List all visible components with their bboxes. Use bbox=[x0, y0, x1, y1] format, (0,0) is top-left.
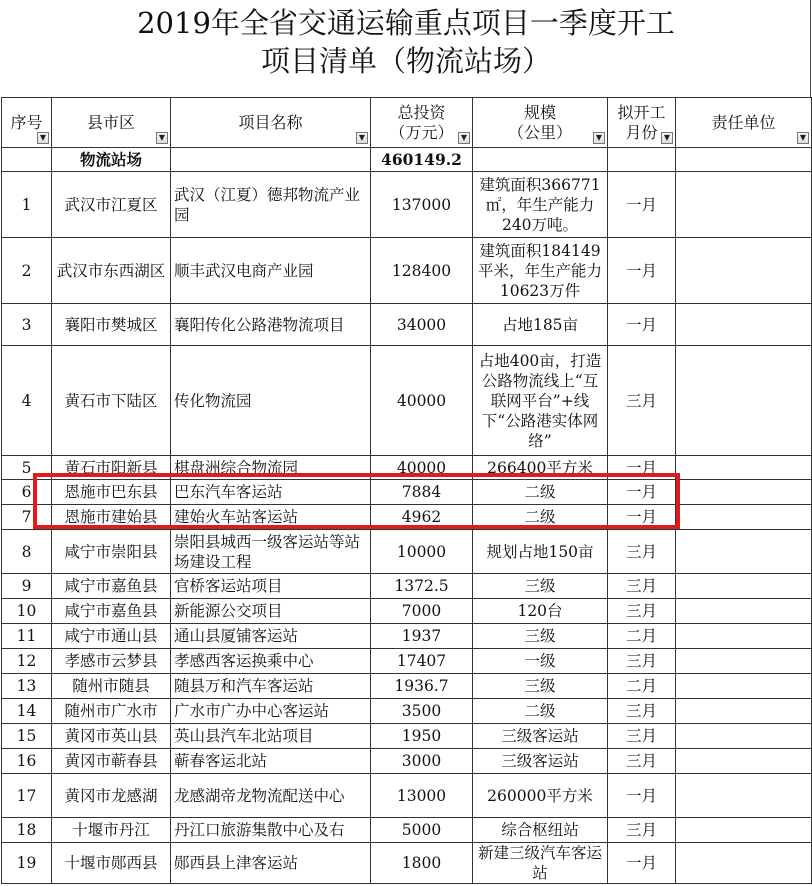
cell-month: 一月 bbox=[608, 480, 676, 505]
highlight-box bbox=[33, 473, 680, 529]
cell-scale: 二级 bbox=[473, 505, 608, 530]
title-line-1: 2019年全省交通运输重点项目一季度开工 bbox=[137, 6, 675, 40]
cell-unit bbox=[676, 505, 812, 530]
cell-investment: 1950 bbox=[371, 724, 473, 749]
cell-unit bbox=[676, 749, 812, 774]
cell-investment: 17407 bbox=[371, 649, 473, 674]
title-line-2: 项目清单（物流站场） bbox=[260, 44, 551, 78]
header-seq-label: 序号 bbox=[10, 112, 43, 132]
cell-investment: 40000 bbox=[371, 346, 473, 456]
cell-name: 武汉（江夏）德邦物流产业园 bbox=[171, 172, 371, 238]
cell-seq: 1 bbox=[2, 172, 52, 238]
cell-name: 郧西县上津客运站 bbox=[171, 843, 371, 884]
cell-seq: 9 bbox=[2, 574, 52, 599]
cell-investment: 128400 bbox=[371, 238, 473, 304]
table-row bbox=[2, 699, 812, 724]
cell-unit bbox=[676, 346, 812, 456]
dropdown-arrow-icon[interactable]: ▼ bbox=[797, 132, 809, 144]
table-row bbox=[2, 649, 812, 674]
table-row bbox=[2, 304, 812, 346]
cell-seq: 4 bbox=[2, 346, 52, 456]
cell-unit bbox=[676, 774, 812, 818]
table-row bbox=[2, 724, 812, 749]
cell-investment: 3000 bbox=[371, 749, 473, 774]
cell-name: 英山县汽车北站项目 bbox=[171, 724, 371, 749]
header-month-label-1: 拟开工 bbox=[617, 102, 666, 122]
cell-scale: 建筑面积184149平米，年生产能力10623万件 bbox=[473, 238, 608, 304]
cell-unit bbox=[676, 304, 812, 346]
section-month-cell bbox=[608, 148, 676, 172]
cell-investment: 40000 bbox=[371, 456, 473, 480]
cell-investment: 1800 bbox=[371, 843, 473, 884]
cell-name: 顺丰武汉电商产业园 bbox=[171, 238, 371, 304]
cell-investment: 34000 bbox=[371, 304, 473, 346]
header-district bbox=[52, 98, 171, 148]
header-investment bbox=[371, 98, 473, 148]
cell-district: 武汉市江夏区 bbox=[52, 172, 171, 238]
cell-scale: 占地400亩，打造公路物流线上“互联网平台”+线下“公路港实体网络” bbox=[473, 346, 608, 456]
header-scale bbox=[473, 98, 608, 148]
cell-unit bbox=[676, 574, 812, 599]
cell-district: 襄阳市樊城区 bbox=[52, 304, 171, 346]
cell-seq: 18 bbox=[2, 818, 52, 843]
table-row bbox=[2, 574, 812, 599]
cell-month: 一月 bbox=[608, 172, 676, 238]
cell-district: 十堰市丹江 bbox=[52, 818, 171, 843]
cell-district: 黄冈市蕲春县 bbox=[52, 749, 171, 774]
cell-district: 恩施市巴东县 bbox=[52, 480, 171, 505]
cell-seq: 3 bbox=[2, 304, 52, 346]
cell-seq: 11 bbox=[2, 624, 52, 649]
cell-seq: 2 bbox=[2, 238, 52, 304]
cell-district: 黄冈市英山县 bbox=[52, 724, 171, 749]
cell-month: 三月 bbox=[608, 599, 676, 624]
cell-month: 三月 bbox=[608, 649, 676, 674]
table-row bbox=[2, 843, 812, 884]
cell-investment: 7000 bbox=[371, 599, 473, 624]
cell-unit bbox=[676, 724, 812, 749]
section-unit-cell bbox=[676, 148, 812, 172]
cell-investment: 3500 bbox=[371, 699, 473, 724]
cell-month: 二月 bbox=[608, 674, 676, 699]
cell-month: 三月 bbox=[608, 530, 676, 574]
cell-unit bbox=[676, 172, 812, 238]
cell-scale: 二级 bbox=[473, 480, 608, 505]
cell-unit bbox=[676, 818, 812, 843]
cell-month: 一月 bbox=[608, 843, 676, 884]
cell-name: 官桥客运站项目 bbox=[171, 574, 371, 599]
cell-seq: 5 bbox=[2, 456, 52, 480]
cell-seq: 12 bbox=[2, 649, 52, 674]
cell-district: 随州市随县 bbox=[52, 674, 171, 699]
cell-unit bbox=[676, 699, 812, 724]
cell-scale: 二级 bbox=[473, 699, 608, 724]
cell-seq: 15 bbox=[2, 724, 52, 749]
cell-investment: 137000 bbox=[371, 172, 473, 238]
cell-unit bbox=[676, 649, 812, 674]
cell-scale: 120台 bbox=[473, 599, 608, 624]
cell-seq: 13 bbox=[2, 674, 52, 699]
header-name bbox=[171, 98, 371, 148]
cell-month: 三月 bbox=[608, 749, 676, 774]
header-name-label: 项目名称 bbox=[238, 112, 303, 132]
cell-name: 传化物流园 bbox=[171, 346, 371, 456]
cell-name: 崇阳县城西一级客运站等站场建设工程 bbox=[171, 530, 371, 574]
cell-seq: 14 bbox=[2, 699, 52, 724]
cell-investment: 13000 bbox=[371, 774, 473, 818]
cell-scale: 三级 bbox=[473, 674, 608, 699]
section-seq-cell bbox=[2, 148, 52, 172]
cell-investment: 7884 bbox=[371, 480, 473, 505]
cell-scale: 三级客运站 bbox=[473, 749, 608, 774]
cell-scale: 260000平方米 bbox=[473, 774, 608, 818]
dropdown-arrow-icon[interactable]: ▼ bbox=[37, 132, 49, 144]
header-investment-label-1: 总投资 bbox=[397, 102, 446, 122]
cell-seq: 8 bbox=[2, 530, 52, 574]
cell-month: 一月 bbox=[608, 238, 676, 304]
cell-investment: 10000 bbox=[371, 530, 473, 574]
cell-investment: 1937 bbox=[371, 624, 473, 649]
cell-month: 一月 bbox=[608, 774, 676, 818]
cell-name: 随县万和汽车客运站 bbox=[171, 674, 371, 699]
cell-scale: 规划占地150亩 bbox=[473, 530, 608, 574]
cell-scale: 266400平方米 bbox=[473, 456, 608, 480]
cell-month: 二月 bbox=[608, 624, 676, 649]
cell-district: 咸宁市嘉鱼县 bbox=[52, 599, 171, 624]
header-district-label: 县市区 bbox=[86, 112, 135, 132]
cell-district: 咸宁市嘉鱼县 bbox=[52, 574, 171, 599]
table-row bbox=[2, 172, 812, 238]
cell-scale: 一级 bbox=[473, 649, 608, 674]
header-month-label-2: 月份 bbox=[625, 122, 658, 142]
cell-investment: 4962 bbox=[371, 505, 473, 530]
table-row bbox=[2, 774, 812, 818]
cell-district: 咸宁市通山县 bbox=[52, 624, 171, 649]
table-row bbox=[2, 346, 812, 456]
cell-month: 三月 bbox=[608, 574, 676, 599]
table-row bbox=[2, 599, 812, 624]
section-row bbox=[2, 148, 812, 172]
cell-scale: 三级 bbox=[473, 624, 608, 649]
cell-district: 黄冈市龙感湖 bbox=[52, 774, 171, 818]
cell-unit bbox=[676, 674, 812, 699]
cell-name: 蕲春客运北站 bbox=[171, 749, 371, 774]
cell-investment: 5000 bbox=[371, 818, 473, 843]
header-row bbox=[2, 98, 812, 148]
cell-name: 孝感西客运换乘中心 bbox=[171, 649, 371, 674]
cell-name: 巴东汽车客运站 bbox=[171, 480, 371, 505]
cell-name: 棋盘洲综合物流园 bbox=[171, 456, 371, 480]
table-row bbox=[2, 238, 812, 304]
cell-district: 孝感市云梦县 bbox=[52, 649, 171, 674]
cell-district: 黄石市下陆区 bbox=[52, 346, 171, 456]
header-scale-label-1: 规模 bbox=[523, 102, 556, 122]
cell-investment: 1936.7 bbox=[371, 674, 473, 699]
cell-unit bbox=[676, 530, 812, 574]
cell-month: 一月 bbox=[608, 456, 676, 480]
cell-district: 咸宁市崇阳县 bbox=[52, 530, 171, 574]
cell-district: 武汉市东西湖区 bbox=[52, 238, 171, 304]
header-unit bbox=[676, 98, 812, 148]
table-row bbox=[2, 624, 812, 649]
cell-name: 通山县厦铺客运站 bbox=[171, 624, 371, 649]
header-month bbox=[608, 98, 676, 148]
dropdown-arrow-icon[interactable]: ▼ bbox=[458, 132, 470, 144]
cell-month: 三月 bbox=[608, 818, 676, 843]
cell-seq: 19 bbox=[2, 843, 52, 884]
cell-unit bbox=[676, 624, 812, 649]
section-name-cell bbox=[171, 148, 371, 172]
cell-name: 龙感湖帝龙物流配送中心 bbox=[171, 774, 371, 818]
cell-month: 三月 bbox=[608, 724, 676, 749]
header-investment-label-2: （万元） bbox=[389, 122, 454, 142]
cell-name: 建始火车站客运站 bbox=[171, 505, 371, 530]
section-scale-cell bbox=[473, 148, 608, 172]
cell-scale: 三级客运站 bbox=[473, 724, 608, 749]
section-total: 460149.2 bbox=[371, 148, 473, 172]
cell-seq: 10 bbox=[2, 599, 52, 624]
cell-unit bbox=[676, 843, 812, 884]
cell-district: 十堰市郧西县 bbox=[52, 843, 171, 884]
header-seq bbox=[2, 98, 52, 148]
dropdown-arrow-icon[interactable]: ▼ bbox=[356, 132, 368, 144]
table-row bbox=[2, 818, 812, 843]
dropdown-arrow-icon[interactable]: ▼ bbox=[156, 132, 168, 144]
header-scale-label-2: （公里） bbox=[507, 122, 572, 142]
table-row bbox=[2, 674, 812, 699]
header-unit-label: 责任单位 bbox=[711, 112, 776, 132]
cell-scale: 三级 bbox=[473, 574, 608, 599]
cell-name: 丹江口旅游集散中心及右 bbox=[171, 818, 371, 843]
cell-investment: 1372.5 bbox=[371, 574, 473, 599]
cell-district: 随州市广水市 bbox=[52, 699, 171, 724]
cell-unit bbox=[676, 599, 812, 624]
cell-scale: 建筑面积366771㎡，年生产能力240万吨。 bbox=[473, 172, 608, 238]
table-row bbox=[2, 749, 812, 774]
section-label: 物流站场 bbox=[52, 148, 171, 172]
cell-seq: 16 bbox=[2, 749, 52, 774]
cell-district: 黄石市阳新县 bbox=[52, 456, 171, 480]
cell-seq: 7 bbox=[2, 505, 52, 530]
dropdown-arrow-icon[interactable]: ▼ bbox=[593, 132, 605, 144]
cell-unit bbox=[676, 480, 812, 505]
document-title bbox=[0, 4, 812, 80]
cell-seq: 17 bbox=[2, 774, 52, 818]
cell-month: 一月 bbox=[608, 505, 676, 530]
cell-name: 广水市广办中心客运站 bbox=[171, 699, 371, 724]
table-row bbox=[2, 530, 812, 574]
cell-month: 一月 bbox=[608, 304, 676, 346]
cell-seq: 6 bbox=[2, 480, 52, 505]
cell-scale: 综合枢纽站 bbox=[473, 818, 608, 843]
cell-name: 新能源公交项目 bbox=[171, 599, 371, 624]
cell-unit bbox=[676, 238, 812, 304]
dropdown-arrow-icon[interactable]: ▼ bbox=[661, 132, 673, 144]
cell-unit bbox=[676, 456, 812, 480]
cell-month: 三月 bbox=[608, 699, 676, 724]
cell-month: 三月 bbox=[608, 346, 676, 456]
cell-district: 恩施市建始县 bbox=[52, 505, 171, 530]
cell-scale: 新建三级汽车客运站 bbox=[473, 843, 608, 884]
cell-scale: 占地185亩 bbox=[473, 304, 608, 346]
cell-name: 襄阳传化公路港物流项目 bbox=[171, 304, 371, 346]
